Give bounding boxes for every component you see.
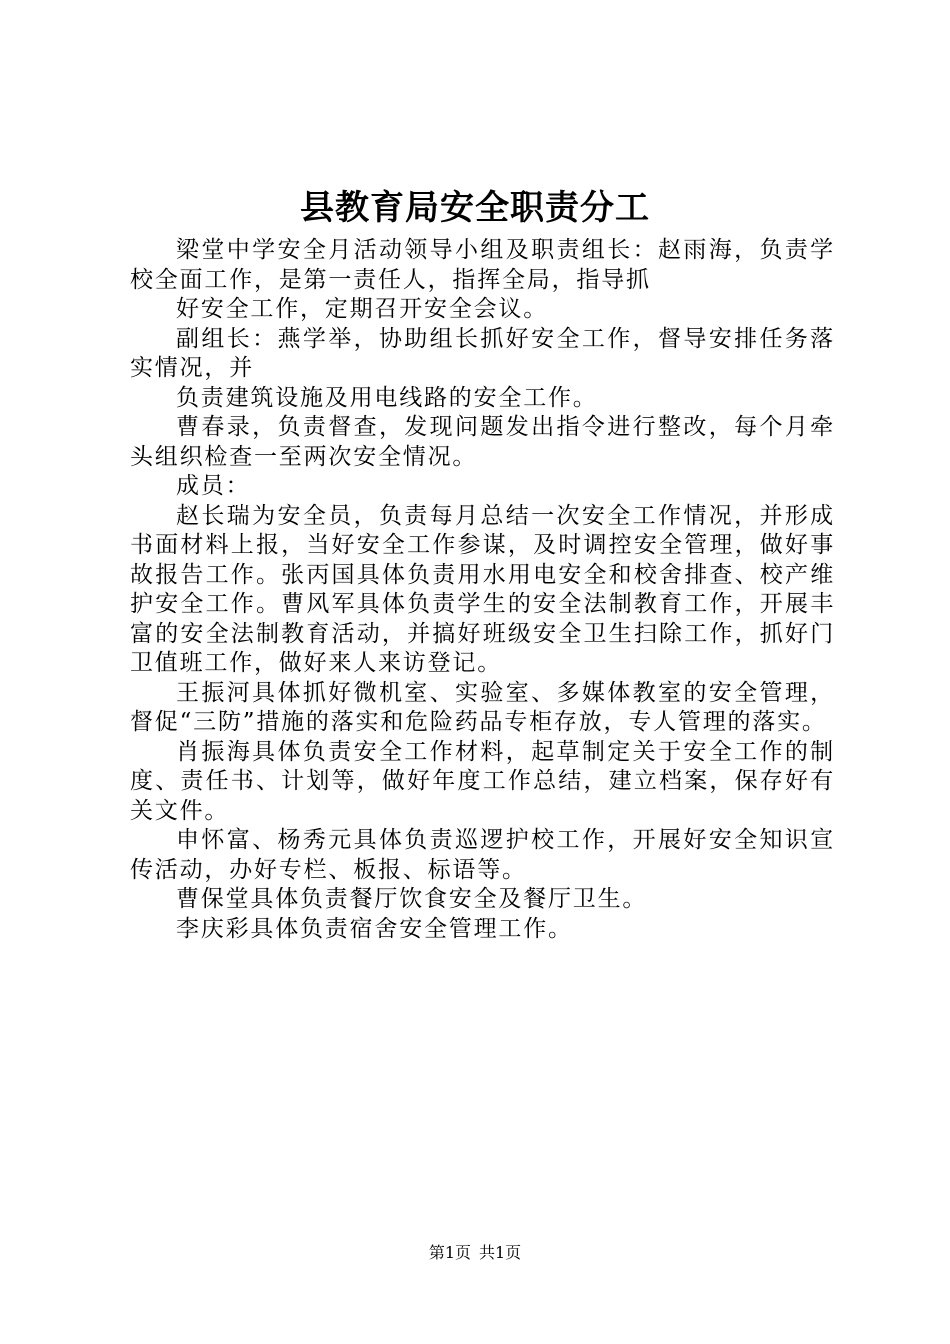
- paragraph-lab-safety: 王振河具体抓好微机室、实验室、多媒体教室的安全管理，督促“三防”措施的落实和危险药品专柜存放，专人管理的落实。: [130, 679, 835, 735]
- paragraph-deputy-leader: 副组长：燕学举，协助组长抓好安全工作，督导安排任务落实情况，并: [130, 325, 835, 381]
- paragraph-building-safety: 负责建筑设施及用电线路的安全工作。: [176, 384, 598, 411]
- paragraph-safety-documents: 肖振海具体负责安全工作材料，起草制定关于安全工作的制度、责任书、计划等，做好年度工作总结，建立档案，保存好有关文件。: [130, 738, 835, 824]
- paragraph-leadership-group: 梁堂中学安全月活动领导小组及职责组长：赵雨海，负责学校全面工作，是第一责任人，指挥全局，指导抓: [130, 237, 835, 293]
- paragraph-members-heading: 成员：: [176, 473, 251, 499]
- paragraph-safety-officer: 赵长瑞为安全员，负责每月总结一次安全工作情况，并形成书面材料上报，当好安全工作参谋，及时调控安全管理，做好事故报告工作。张丙国具体负责用水用电安全和校舍排查、校产维护安全工作。曹风军具体负责学生的安全法制教育工作，开展丰富的安全法制教育活动，并搞好班级安全卫生扫除工作，抓好门卫值班工作，做好来人来访登记。: [130, 502, 835, 676]
- page-number: 第1页: [428, 1243, 471, 1262]
- document-body: [130, 236, 835, 944]
- paragraph-canteen: 曹保堂具体负责餐厅饮食安全及餐厅卫生。: [176, 886, 648, 912]
- page-title: 县教育局安全职责分工: [300, 188, 650, 228]
- page-footer: [0, 1243, 950, 1263]
- paragraph-dormitory: 李庆彩具体负责宿舍安全管理工作。: [176, 915, 573, 942]
- paragraph-patrol: 申怀富、杨秀元具体负责巡逻护校工作，开展好安全知识宣传活动，办好专栏、板报、标语等。: [130, 827, 835, 883]
- paragraph-safety-meeting: 好安全工作，定期召开安全会议。: [176, 296, 548, 322]
- page-total: 共1页: [479, 1243, 522, 1262]
- paragraph-inspection: 曹春录，负责督查，发现问题发出指令进行整改，每个月牵头组织检查一至两次安全情况。: [130, 414, 835, 470]
